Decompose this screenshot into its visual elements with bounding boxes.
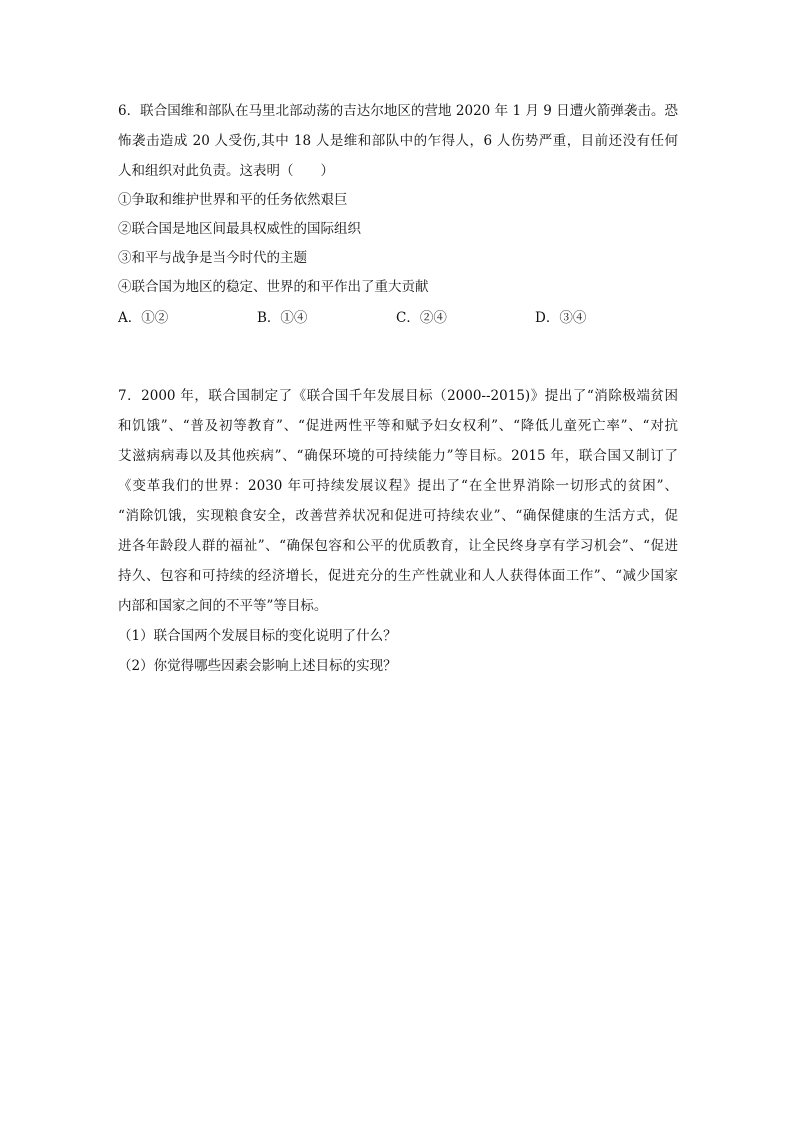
statement-2: ②联合国是地区间最具权威性的国际组织 bbox=[118, 221, 361, 237]
question-7-stem-line-6: 进各年龄段人群的福祉”、“确保包容和公平的优质教育，让全民终身享有学习机会”、“促进 bbox=[118, 538, 678, 554]
sub-question-1: （1）联合国两个发展目标的变化说明了什么？ bbox=[118, 628, 397, 644]
question-7-stem-line-3: 艾滋病病毒以及其他疾病”、“确保环境的可持续能力”等目标。2015 年，联合国又制订了 bbox=[118, 448, 678, 464]
question-6-stem-line-2: 怖袭击造成 20 人受伤,其中 18 人是维和部队中的乍得人，6 人伤势严重，目前还没有任何 bbox=[118, 133, 678, 149]
question-7-stem-line-5: “消除饥饿，实现粮食安全，改善营养状况和促进可持续农业”、“确保健康的生活方式，促 bbox=[118, 508, 678, 524]
choice-d[interactable]: D．③④ bbox=[535, 310, 587, 326]
question-7-stem-line-7: 持久、包容和可持续的经济增长，促进充分的生产性就业和人人获得体面工作”、“减少国家 bbox=[118, 568, 678, 584]
statement-4: ④联合国为地区的稳定、世界的和平作出了重大贡献 bbox=[118, 279, 429, 295]
sub-question-2: （2）你觉得哪些因素会影响上述目标的实现？ bbox=[118, 658, 397, 674]
choice-b[interactable]: B．①④ bbox=[257, 310, 308, 326]
question-6-stem-line-3: 人和组织对此负责。这表明（ ） bbox=[118, 163, 334, 179]
question-7-stem-line-2: 和饥饿”、“普及初等教育”、“促进两性平等和赋予妇女权利”、“降低儿童死亡率”、“对抗 bbox=[118, 418, 678, 434]
answer-choices bbox=[118, 302, 678, 334]
question-7-stem-line-1: 7．2000 年，联合国制定了《联合国千年发展目标（2000--2015)》提出了“消除极端贫困 bbox=[118, 388, 678, 404]
question-7 bbox=[118, 381, 678, 681]
question-7-stem-line-8: 内部和国家之间的不平等”等目标。 bbox=[118, 598, 328, 614]
statement-3: ③和平与战争是当今时代的主题 bbox=[118, 250, 307, 266]
question-6-stem-line-1: 6．联合国维和部队在马里北部动荡的吉达尔地区的营地 2020 年 1 月 9 日遭火箭弹袭击。恐 bbox=[118, 103, 678, 119]
question-7-stem-line-4: 《变革我们的世界：2030 年可持续发展议程》提出了“在全世界消除一切形式的贫困”、 bbox=[118, 478, 678, 494]
question-6 bbox=[118, 96, 678, 334]
choice-a[interactable]: A．①② bbox=[118, 310, 169, 326]
choice-c[interactable]: C．②④ bbox=[396, 310, 447, 326]
statement-1: ①争取和维护世界和平的任务依然艰巨 bbox=[118, 192, 348, 208]
